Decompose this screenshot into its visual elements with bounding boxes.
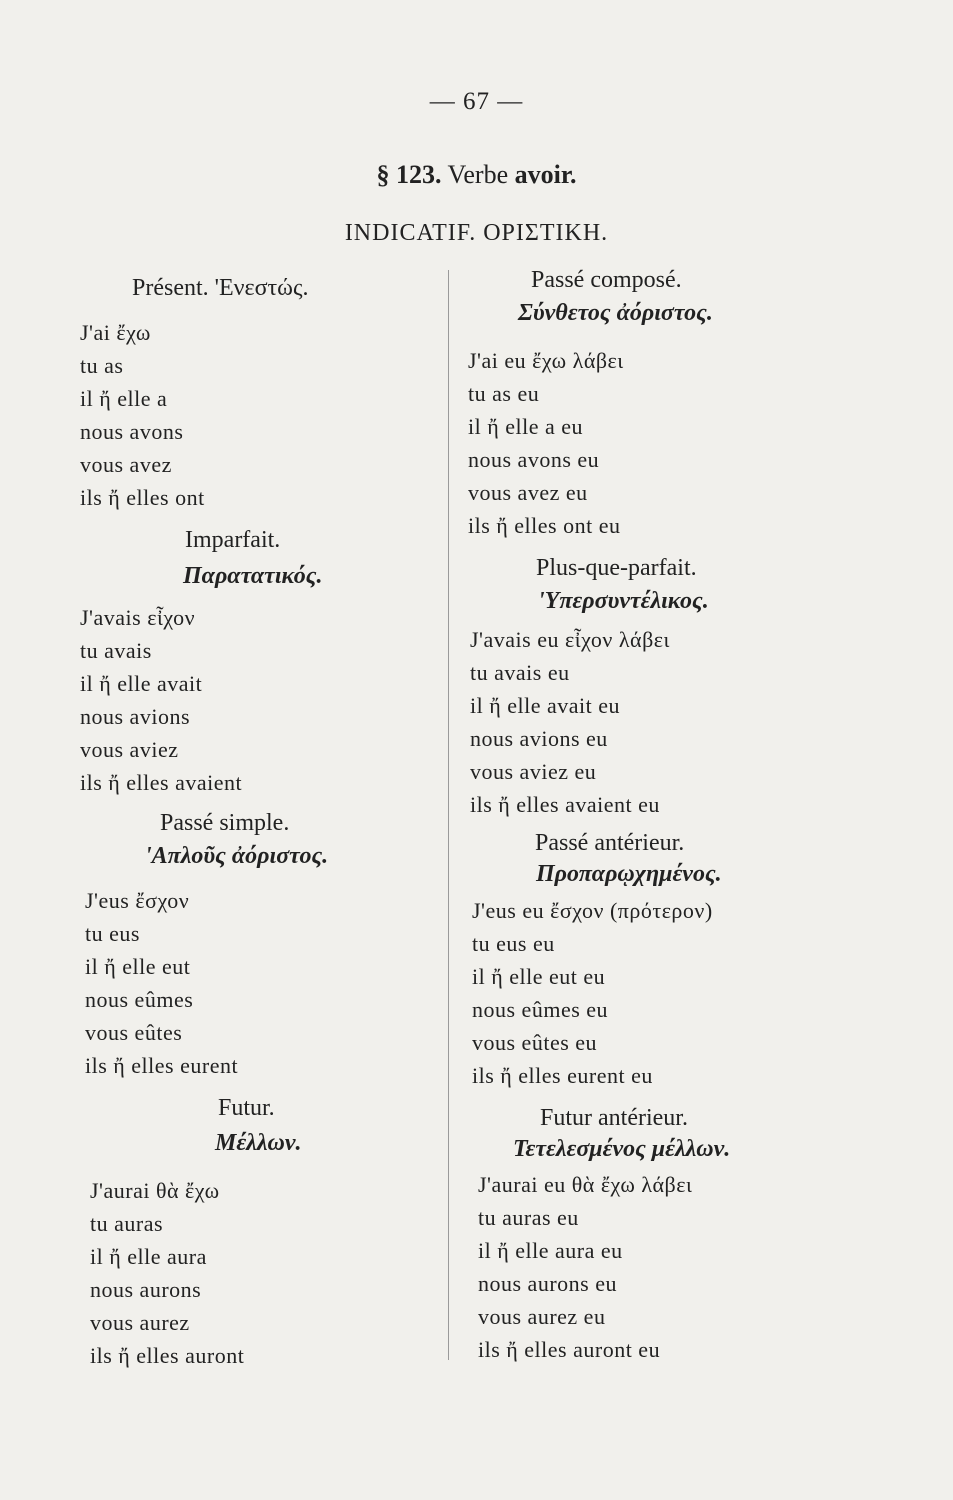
tense-heading-greek: Σύνθετος ἀόριστος. [518,300,713,326]
conjugation-line: il ἤ elle aura eu [478,1238,623,1263]
tense-heading: Passé antérieur. [535,830,685,856]
conjugation-line: nous aurons eu [478,1271,617,1296]
conjugation-line: vous aviez [80,737,179,762]
tense-heading-greek: Προπαρῳχημένος. [536,861,722,887]
tense-heading-greek: Παρατατικός. [183,563,323,589]
tense-heading: Imparfait. [185,527,281,553]
mood-heading: INDICATIF. ΟΡΙΣΤΙΚΗ. [344,220,609,246]
conjugation-line: ils ἤ elles ont [80,485,205,510]
conjugation-line: il ἤ elle eut [85,954,191,979]
conjugation-line: ils ἤ elles avaient [80,770,243,795]
conjugation-line: ils ἤ elles avaient eu [470,792,660,817]
conjugation-line: il ἤ elle avait eu [470,693,621,718]
tense-heading: Plus-que-parfait. [536,555,697,581]
conjugation-line: vous eûtes [85,1020,183,1045]
conjugation-line: tu eus [85,921,140,946]
conjugation-line: tu avais eu [470,660,570,685]
tense-heading: Présent. 'Ενεστώς. [132,275,309,301]
conjugation-line: J'ai ἔχω [80,320,151,345]
conjugation-line: il ἤ elle a [80,386,168,411]
conjugation-line: il ἤ elle eut eu [472,964,606,989]
conjugation-line: il ἤ elle a eu [468,414,584,439]
conjugation-line: J'avais εἶχον [80,605,196,630]
conjugation-line: vous avez eu [468,480,588,505]
section-label: Verbe [447,160,509,189]
conjugation-line: tu avais [80,638,152,663]
section-title [0,160,953,190]
conjugation-line: ils ἤ elles eurent [85,1053,239,1078]
conjugation-line: nous avons eu [468,447,600,472]
conjugation-line: tu auras [90,1211,164,1236]
section-verb: avoir. [514,160,577,189]
conjugation-line: J'aurai θὰ ἔχω [90,1178,220,1203]
tense-heading: Passé simple. [160,810,290,836]
conjugation-line: tu as [80,353,124,378]
conjugation-line: nous avons [80,419,184,444]
conjugation-line: J'eus eu ἔσχον (πρότερον) [472,898,713,923]
conjugation-line: il ἤ elle avait [80,671,203,696]
conjugation-line: il ἤ elle aura [90,1244,207,1269]
conjugation-line: J'aurai eu θὰ ἔχω λάβει [478,1172,693,1197]
conjugation-line: vous avez [80,452,172,477]
conjugation-line: J'eus ἔσχον [85,888,190,913]
conjugation-line: vous eûtes eu [472,1030,598,1055]
conjugation-line: nous avions eu [470,726,608,751]
conjugation-line: nous aurons [90,1277,202,1302]
conjugation-line: tu eus eu [472,931,555,956]
tense-heading: Futur. [218,1095,275,1121]
tense-heading: Futur antérieur. [540,1105,688,1131]
conjugation-line: vous aurez eu [478,1304,606,1329]
conjugation-line: vous aviez eu [470,759,597,784]
tense-heading-greek: Τετελεσμένος μέλλων. [513,1136,731,1162]
tense-heading-greek: 'Υπερσυντέλικος. [538,588,709,614]
conjugation-line: nous eûmes eu [472,997,609,1022]
conjugation-line: ils ἤ elles ont eu [468,513,621,538]
conjugation-line: tu as eu [468,381,540,406]
conjugation-line: ils ἤ elles auront eu [478,1337,661,1362]
page-number: — 67 — [429,88,524,115]
section-number: § 123. [376,160,442,189]
conjugation-line: J'ai eu ἔχω λάβει [468,348,624,373]
tense-heading-greek: Μέλλων. [215,1130,302,1156]
conjugation-line: tu auras eu [478,1205,579,1230]
column-divider [448,270,449,1360]
conjugation-line: J'avais eu εἶχον λάβει [470,627,670,652]
conjugation-line: ils ἤ elles auront [90,1343,245,1368]
conjugation-line: nous eûmes [85,987,194,1012]
tense-heading-greek: 'Απλοῦς ἀόριστος. [145,843,329,869]
conjugation-line: ils ἤ elles eurent eu [472,1063,653,1088]
conjugation-line: vous aurez [90,1310,190,1335]
conjugation-line: nous avions [80,704,190,729]
tense-heading: Passé composé. [531,267,682,293]
